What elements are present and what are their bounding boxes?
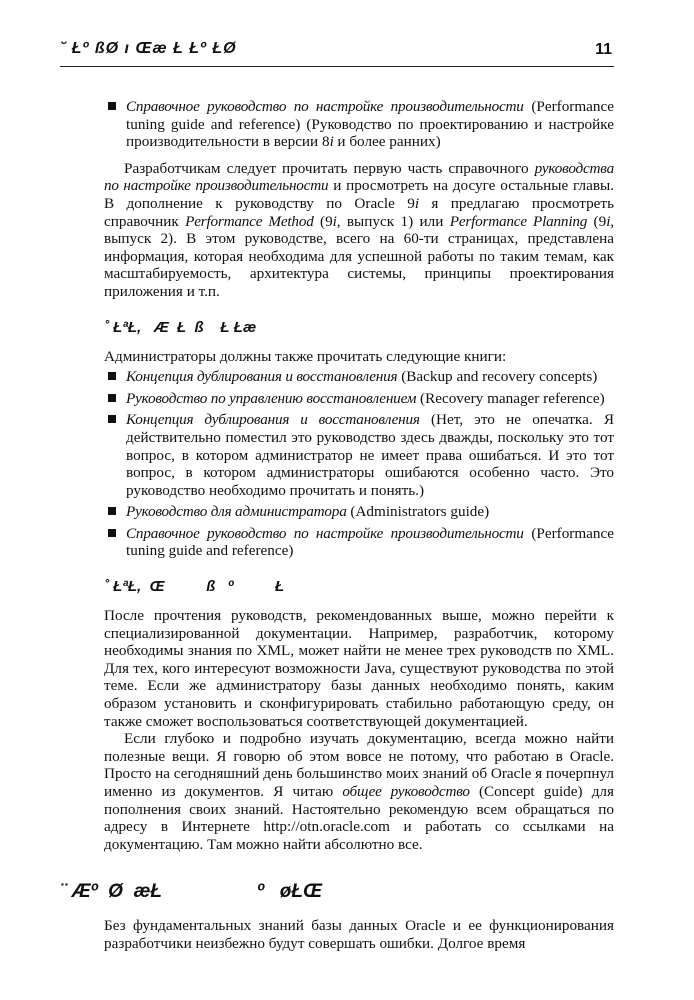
paragraph-admins-intro: Администраторы должны также прочитать следующие книги: <box>104 347 507 365</box>
bullet-square-icon <box>108 372 116 380</box>
paragraph-fundamentals: Без фундаментальных знаний базы данных Oracle и ее функционирования разработчики неизбежно будут совершать ошибки. Долгое время <box>104 917 614 952</box>
subheading-admins: ˚ ŁªŁ, Æ Ł ß Ł Łæ <box>104 318 257 336</box>
item-text-tail: и более ранних) <box>333 133 441 151</box>
bullet-square-icon <box>108 529 116 537</box>
list-item: Руководство для администратора (Administrators guide) <box>104 503 614 521</box>
list-item: Справочное руководство по настройке производительности (Performance tuning guide and reference) <box>104 525 614 560</box>
admin-bullet-list <box>104 368 614 560</box>
list-item <box>104 98 614 151</box>
version-suffix: i <box>329 133 334 151</box>
paragraph-developers: Разработчикам следует прочитать первую часть справочного руководства по настройке производительности и просмотреть на досуге остальные главы. В дополнение к руководству по Oracle 9i я предлагаю просмотреть справочник Performance Method (9i, выпуск 1) или Performance Planning (9i, выпуск 2). В этом руководстве, всего на 60-ти страницах, представлена информация, которая необходима для успешной работы по таким темам, как масштабируемость, архитектура системы, принципы проектирования приложения и т.п. <box>104 159 615 300</box>
subheading-specialized: ˚ ŁªŁ, Œ ß º Ł <box>104 578 285 596</box>
page-body <box>60 98 615 953</box>
list-item: Концепция дублирования и восстановления (Нет, это не опечатка. Я действительно поместил это руководство здесь дважды, поскольку это тот вопрос, в котором администратор не имеет права ошибаться. И это тот вопрос, в котором администраторы ошибаются особенно часто. Это руководство необходимо прочитать и понять.) <box>104 411 614 499</box>
item-text: (Performance tuning guide and reference) (Руководство по проектированию и настройке производительности в версии 8 <box>126 98 614 151</box>
bullet-square-icon <box>108 102 116 110</box>
list-item: Руководство по управлению восстановлением (Recovery manager reference) <box>104 390 614 408</box>
bullet-square-icon <box>108 394 116 402</box>
running-header <box>60 40 614 67</box>
top-bullet-list <box>104 98 614 151</box>
running-header-title: ˘ Łº ßØ ı Œæ Ł Łº ŁØ <box>60 40 237 57</box>
paragraph-deep-study: Если глубоко и подробно изучать документацию, всегда можно найти полезные вещи. Я говорю об этом вовсе не потому, что работаю в Oracle. Просто на сегодняшний день большинство моих знаний об Oracle я почерпнул именно из документов. Я читаю общее руководство (Concept guide) для пополнения своих знаний. Настоятельно рекомендую всем обращаться по адресу в Интернете http://otn.oracle.com и работать со ссылками на документацию. Там можно найти абсолютно все. <box>104 730 615 853</box>
book-title: Справочное руководство по настройке производительности <box>126 98 524 115</box>
paragraph-specialized-docs: После прочтения руководств, рекомендованных выше, можно перейти к специализированной документации. Например, разработчик, которому необходимы знания по XML, может найти не менее трех руководств по XML. Для тех, кого интересуют возможности Java, существуют руководства по этой теме. Если же администратору базы данных необходимо понять, каким образом установить и сконфигурировать стабильно работающую среду, он также сможет воспользоваться соответствующей документацией. <box>104 607 614 730</box>
section-heading: ¨ Æº Ø æŁ º øŁŒ <box>60 881 322 903</box>
bullet-square-icon <box>108 415 116 423</box>
bullet-square-icon <box>108 507 116 515</box>
page-number: 11 <box>595 41 612 58</box>
list-item: Концепция дублирования и восстановления (Backup and recovery concepts) <box>104 368 614 386</box>
